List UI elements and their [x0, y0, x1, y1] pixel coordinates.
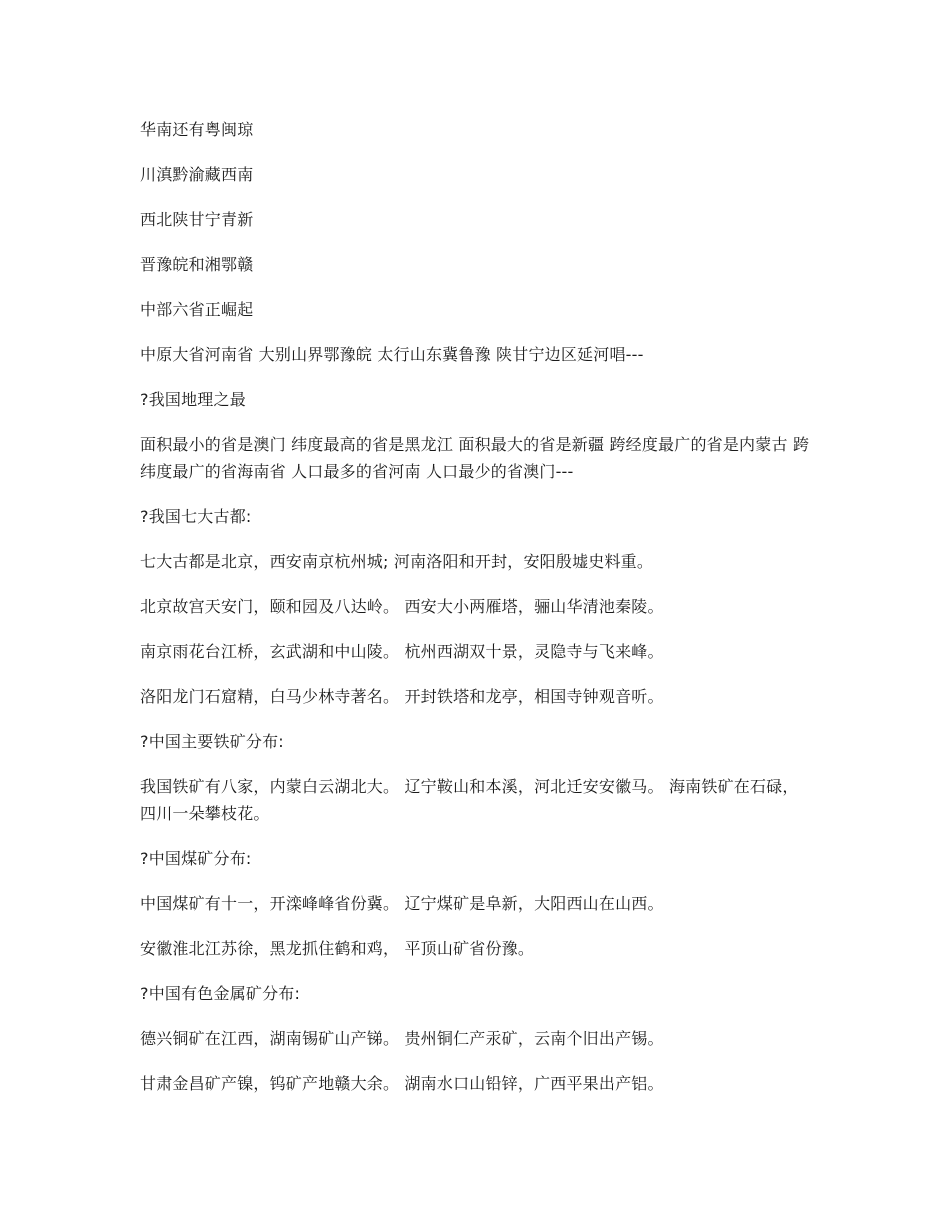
paragraph: 中部六省正崛起: [140, 300, 254, 319]
paragraph: 安徽淮北江苏徐，黑龙抓住鹤和鸡， 平顶山矿省份豫。: [140, 939, 535, 958]
paragraph: 德兴铜矿在江西，湖南锡矿山产锑。 贵州铜仁产汞矿，云南个旧出产锡。: [140, 1029, 664, 1048]
paragraph: 洛阳龙门石窟精，白马少林寺著名。 开封铁塔和龙亭，相国寺钟观音听。: [140, 687, 664, 706]
paragraph: 我国铁矿有八家，内蒙白云湖北大。 辽宁鞍山和本溪，河北迁安安徽马。 海南铁矿在石碌，四川一朵攀枝花。: [140, 777, 799, 823]
section-heading: ?我国七大古都:: [140, 507, 252, 526]
paragraph: 中国煤矿有十一，开滦峰峰省份冀。 辽宁煤矿是阜新，大阳西山在山西。: [140, 894, 664, 913]
paragraph: 南京雨花台江桥，玄武湖和中山陵。 杭州西湖双十景，灵隐寺与飞来峰。: [140, 642, 664, 661]
paragraph: 西北陕甘宁青新: [140, 210, 254, 229]
document-body: [140, 116, 810, 1115]
paragraph: 七大古都是北京，西安南京杭州城; 河南洛阳和开封，安阳殷墟史料重。: [140, 552, 654, 571]
section-heading: ?中国主要铁矿分布:: [140, 732, 284, 751]
paragraph: 晋豫皖和湘鄂赣: [140, 255, 254, 274]
paragraph: 面积最小的省是澳门 纬度最高的省是黑龙江 面积最大的省是新疆 跨经度最广的省是内蒙古 跨纬度最广的省海南省 人口最多的省河南 人口最少的省澳门---: [140, 435, 810, 481]
section-heading: ?我国地理之最: [140, 390, 246, 409]
paragraph: 北京故宫天安门，颐和园及八达岭。 西安大小两雁塔，骊山华清池秦陵。: [140, 597, 664, 616]
paragraph: 川滇黔渝藏西南: [140, 165, 254, 184]
section-heading: ?中国煤矿分布:: [140, 849, 252, 868]
section-heading: ?中国有色金属矿分布:: [140, 984, 301, 1003]
paragraph: 中原大省河南省 大别山界鄂豫皖 太行山东冀鲁豫 陕甘宁边区延河唱---: [140, 345, 644, 364]
paragraph: 甘肃金昌矿产镍，钨矿产地赣大余。 湖南水口山铅锌，广西平果出产铝。: [140, 1074, 664, 1093]
paragraph: 华南还有粤闽琼: [140, 120, 254, 139]
